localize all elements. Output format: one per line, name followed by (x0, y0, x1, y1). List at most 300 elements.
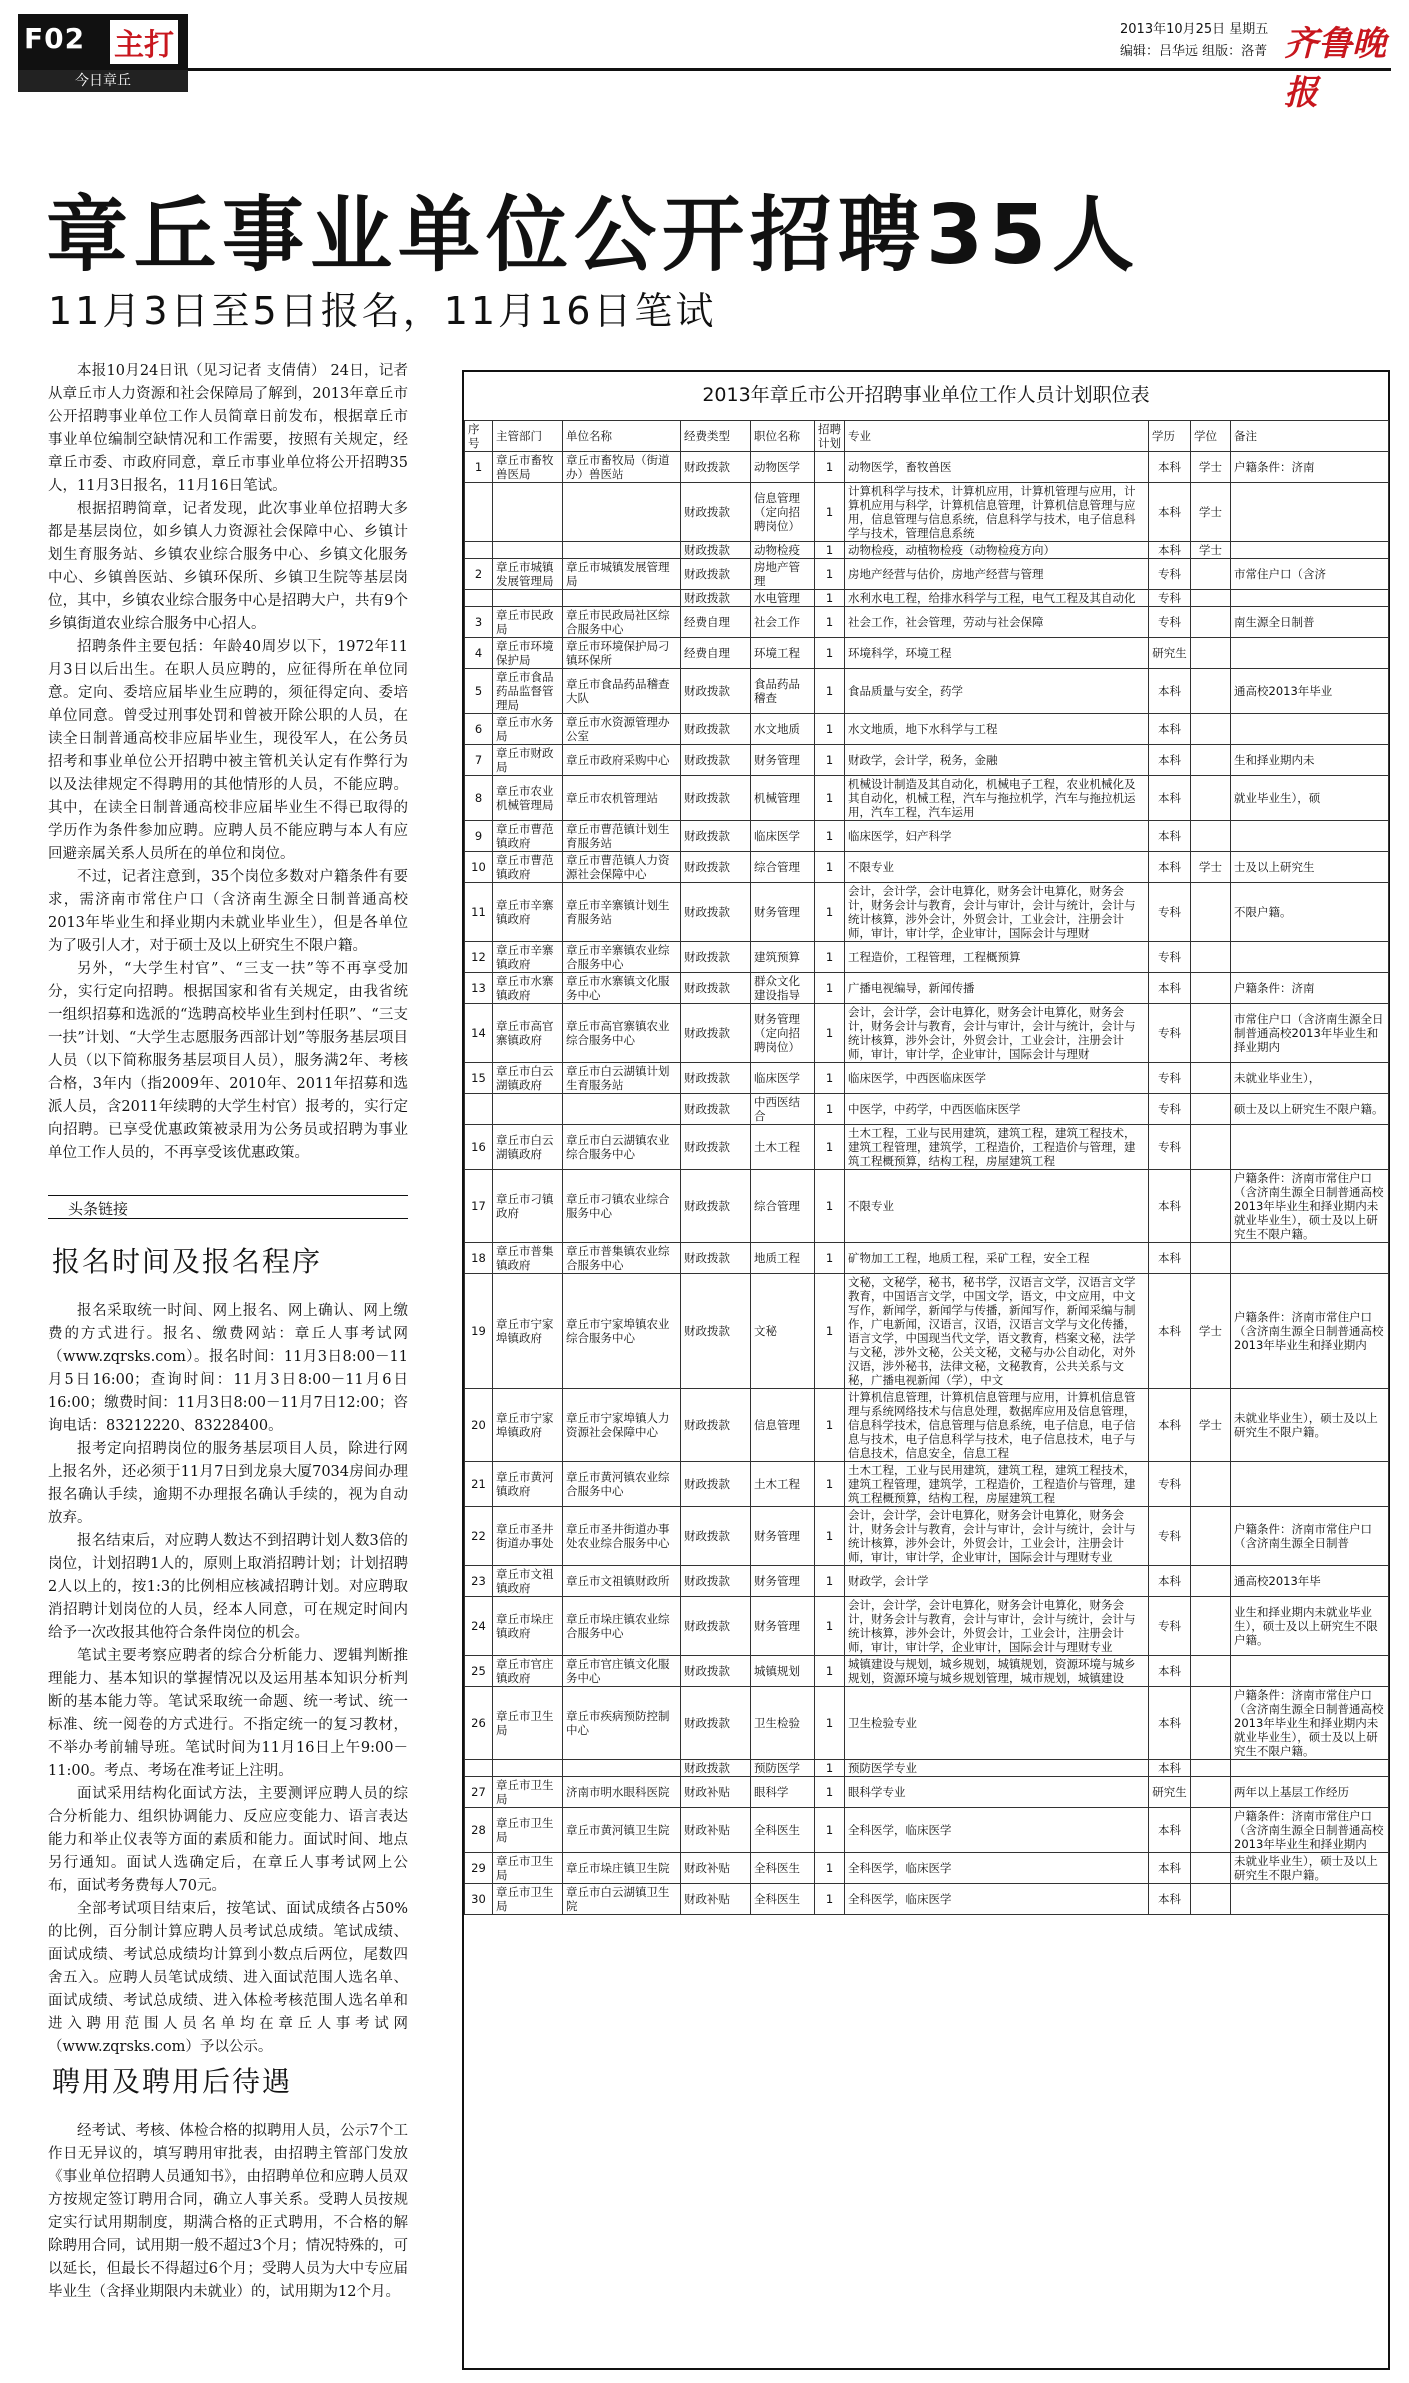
table-cell (563, 590, 681, 607)
table-cell: 户籍条件：济南市常住户口（含济南生源全日制普通高校2013年毕业生和择业期内未就业毕业生），硕士及以上研究生不限户籍。 (1231, 1170, 1389, 1243)
table-cell: 户籍条件：济南 (1231, 452, 1389, 483)
table-cell: 30 (465, 1884, 493, 1915)
table-title: 2013年章丘市公开招聘事业单位工作人员计划职位表 (702, 384, 1150, 406)
table-cell: 财政拨款 (681, 1389, 751, 1462)
table-cell: 3 (465, 607, 493, 638)
table-cell (1191, 1566, 1231, 1597)
table-row (465, 1243, 1389, 1274)
table-cell: 财政拨款 (681, 1004, 751, 1063)
table-cell: 1 (815, 1853, 845, 1884)
table-cell: 章丘市黄河镇农业综合服务中心 (563, 1462, 681, 1507)
table-header-row (465, 421, 1389, 452)
table-cell: 环境科学，环境工程 (845, 638, 1149, 669)
table-cell: 城镇规划 (751, 1656, 815, 1687)
table-cell: 章丘市民政局社区综合服务中心 (563, 607, 681, 638)
table-cell: 1 (815, 1462, 845, 1507)
table-cell: 通高校2013年毕业 (1231, 669, 1389, 714)
table-cell: 16 (465, 1125, 493, 1170)
page-code: F02 (24, 22, 86, 55)
table-cell: 12 (465, 942, 493, 973)
table-cell: 财政拨款 (681, 1243, 751, 1274)
table-cell (1231, 714, 1389, 745)
table-cell (1231, 542, 1389, 559)
table-cell: 动物医学，畜牧兽医 (845, 452, 1149, 483)
table-cell: 1 (815, 852, 845, 883)
table-cell: 章丘市垛庄镇政府 (493, 1597, 563, 1656)
table-cell: 财政拨款 (681, 745, 751, 776)
table-cell: 1 (815, 973, 845, 1004)
paragraph: 本报10月24日讯（见习记者 支倩倩） 24日，记者从章丘市人力资源和社会保障局了解到，2013年章丘市公开招聘事业单位工作人员简章日前发布，根据章丘市事业单位编制空缺情况和工作需要，按照有关规定，经章丘市委、市政府同意，章丘市事业单位将公开招聘35人，11月3日报名，11月16日笔试。 (48, 363, 408, 494)
table-cell (465, 483, 493, 542)
table-cell: 经费自理 (681, 638, 751, 669)
dateline: 2013年10月25日 星期五 (1120, 22, 1269, 37)
table-cell: 专科 (1149, 1462, 1191, 1507)
table-cell: 学士 (1191, 852, 1231, 883)
table-row (465, 852, 1389, 883)
table-cell (1231, 1884, 1389, 1915)
table-cell: 20 (465, 1389, 493, 1462)
table-row (465, 1656, 1389, 1687)
table-cell: 财政拨款 (681, 1274, 751, 1389)
table-cell: 临床医学，妇产科学 (845, 821, 1149, 852)
table-cell (1191, 973, 1231, 1004)
table-cell: 章丘市白云湖镇卫生院 (563, 1884, 681, 1915)
table-cell: 专科 (1149, 1507, 1191, 1566)
table-cell: 本科 (1149, 669, 1191, 714)
table-row (465, 942, 1389, 973)
table-cell (1231, 590, 1389, 607)
table-cell: 1 (815, 590, 845, 607)
table-row (465, 745, 1389, 776)
table-cell: 24 (465, 1597, 493, 1656)
table-cell (1191, 1656, 1231, 1687)
table-cell: 章丘市财政局 (493, 745, 563, 776)
table-cell: 章丘市文祖镇财政所 (563, 1566, 681, 1597)
table-cell: 1 (815, 1760, 845, 1777)
table-cell: 10 (465, 852, 493, 883)
table-cell: 章丘市卫生局 (493, 1777, 563, 1808)
table-cell: 章丘市农机管理站 (563, 776, 681, 821)
table-cell: 会计，会计学，会计电算化，财务会计电算化，财务会计，财务会计与教育，会计与审计，会计与统计，会计与统计核算，涉外会计，外贸会计，工业会计，注册会计师，审计，审计学，企业审计，国际会计与理财专业 (845, 1597, 1149, 1656)
paragraph: 招聘条件主要包括：年龄40周岁以下，1972年11月3日以后出生。在职人员应聘的，应征得所在单位同意。定向、委培应届毕业生应聘的，须征得定向、委培单位同意。曾受过刑事处罚和曾被开除公职的人员，在读全日制普通高校非应届毕业生，现役军人，在公务员招考和事业单位公开招聘中被主管机关认定有作弊行为以及法律规定不得聘用的其他情形的人员，不能应聘。其中，在读全日制普通高校非应届毕业生不得已取得的学历作为条件参加应聘。应聘人员不能应聘与本人有应回避亲属关系人员所在的单位和岗位。 (48, 639, 408, 862)
table-cell: 章丘市普集镇政府 (493, 1243, 563, 1274)
table-cell: 财政补贴 (681, 1808, 751, 1853)
table-cell: 11 (465, 883, 493, 942)
table-cell: 专科 (1149, 1125, 1191, 1170)
table-cell: 1 (815, 1507, 845, 1566)
paragraph: 笔试主要考察应聘者的综合分析能力、逻辑判断推理能力、基本知识的掌握情况以及运用基本知识分析判断的基本能力等。笔试采取统一命题、统一考试、统一标准、统一阅卷的方式进行。不指定统一的复习教材，不举办考前辅导班。笔试时间为11月16日上午9:00－11:00。考点、考场在准考证上注明。 (48, 1648, 408, 1779)
table-cell: 章丘市政府采购中心 (563, 745, 681, 776)
table-cell: 学士 (1191, 483, 1231, 542)
table-cell: 章丘市辛寨镇农业综合服务中心 (563, 942, 681, 973)
table-cell: 章丘市民政局 (493, 607, 563, 638)
table-cell: 信息管理（定向招聘岗位） (751, 483, 815, 542)
table-cell: 财政拨款 (681, 1170, 751, 1243)
paragraph: 另外，“大学生村官”、“三支一扶”等不再享受加分，实行定向招聘。根据国家和省有关规定，由我省统一组织招募和选派的“选聘高校毕业生到村任职”、“三支一扶”计划、“大学生志愿服务西部计划”等服务基层项目人员（以下简称服务基层项目人员），服务满2年、考核合格，3年内（指2009年、2010年、2011年招募和选派人员，含2011年续聘的大学生村官）报考的，实行定向招聘。已享受优惠政策被录用为公务员或招聘为事业单位工作人员的，不再享受该优惠政策。 (48, 961, 408, 1161)
table-cell: 财政拨款 (681, 542, 751, 559)
table-cell: 财政补贴 (681, 1884, 751, 1915)
table-cell (1191, 559, 1231, 590)
table-cell: 硕士及以上研究生不限户籍。 (1231, 1094, 1389, 1125)
table-cell: 机械设计制造及其自动化，机械电子工程，农业机械化及其自动化，机械工程，汽车与拖拉机学，汽车与拖拉机运用，汽车工程，汽车运用 (845, 776, 1149, 821)
table-cell: 会计，会计学，会计电算化，财务会计电算化，财务会计，财务会计与教育，会计与审计，会计与统计，会计与统计核算，涉外会计，外贸会计，工业会计，注册会计师，审计，审计学，企业审计，国际会计与理财专业 (845, 1507, 1149, 1566)
table-cell: 14 (465, 1004, 493, 1063)
table-cell: 1 (815, 1884, 845, 1915)
table-cell: 计算机信息管理，计算机信息管理与应用，计算机信息管理与系统网络技术与信息处理，数据库应用及信息管理，信息科学技术，信息管理与信息系统，电子信息，电子信息与技术，电子信息科学与技术，电子信息技术，电子与信息技术，信息安全，信息工程 (845, 1389, 1149, 1462)
table-cell: 本科 (1149, 1170, 1191, 1243)
table-cell: 章丘市垛庄镇卫生院 (563, 1853, 681, 1884)
table-cell: 财政拨款 (681, 1094, 751, 1125)
table-cell (1191, 590, 1231, 607)
table-cell: 全科医生 (751, 1884, 815, 1915)
table-cell: 章丘市刁镇政府 (493, 1170, 563, 1243)
table-cell: 房地产经营与估价，房地产经营与管理 (845, 559, 1149, 590)
table-cell (1191, 1004, 1231, 1063)
table-cell (1191, 883, 1231, 942)
table-cell: 1 (815, 714, 845, 745)
table-cell: 6 (465, 714, 493, 745)
table-cell: 财政补贴 (681, 1777, 751, 1808)
newspaper-logo: 齐鲁晚报 (1284, 24, 1386, 113)
masthead-rule (188, 68, 1391, 71)
table-cell: 工程造价，工程管理，工程概预算 (845, 942, 1149, 973)
table-row (465, 1597, 1389, 1656)
table-row (465, 590, 1389, 607)
table-cell: 财务管理 (751, 1566, 815, 1597)
table-cell: 财政拨款 (681, 1597, 751, 1656)
page-number-block (18, 14, 188, 70)
table-cell: 经费自理 (681, 607, 751, 638)
table-row (465, 559, 1389, 590)
table-cell: 业生和择业期内未就业毕业生），硕士及以上研究生不限户籍。 (1231, 1597, 1389, 1656)
table-cell: 财政拨款 (681, 1063, 751, 1094)
table-cell: 学士 (1191, 452, 1231, 483)
table-cell (563, 1094, 681, 1125)
table-row (465, 1004, 1389, 1063)
table-cell: 本科 (1149, 1274, 1191, 1389)
table-cell: 学士 (1191, 1274, 1231, 1389)
table-cell: 9 (465, 821, 493, 852)
table-row (465, 483, 1389, 542)
table-cell: 土木工程，工业与民用建筑，建筑工程，建筑工程技术，建筑工程管理，建筑学，工程造价，工程造价与管理，建筑工程概预算，结构工程，房屋建筑工程 (845, 1462, 1149, 1507)
table-cell: 21 (465, 1462, 493, 1507)
table-cell: 财政拨款 (681, 1507, 751, 1566)
table-cell: 章丘市水寨镇文化服务中心 (563, 973, 681, 1004)
table-cell: 预防医学专业 (845, 1760, 1149, 1777)
table-row (465, 1853, 1389, 1884)
table-cell (1191, 1760, 1231, 1777)
table-cell: 财政拨款 (681, 942, 751, 973)
table-cell: 章丘市宁家埠镇人力资源社会保障中心 (563, 1389, 681, 1462)
table-cell: 1 (815, 1170, 845, 1243)
paragraph: 不过，记者注意到，35个岗位多数对户籍条件有要求，需济南市常住户口（含济南生源全日制普通高校2013年毕业生和择业期内未就业毕业生），但是各单位为了吸引人才，对于硕士及以上研究生不限户籍。 (48, 869, 408, 954)
table-cell: 本科 (1149, 1243, 1191, 1274)
table-cell: 章丘市环境保护局刁镇环保所 (563, 638, 681, 669)
table-cell: 1 (815, 1243, 845, 1274)
table-cell: 章丘市垛庄镇农业综合服务中心 (563, 1597, 681, 1656)
table-cell: 1 (815, 542, 845, 559)
table-cell: 章丘市曹范镇计划生育服务站 (563, 821, 681, 852)
table-cell: 1 (815, 1777, 845, 1808)
table-cell: 两年以上基层工作经历 (1231, 1777, 1389, 1808)
table-cell: 本科 (1149, 1884, 1191, 1915)
table-cell: 财政拨款 (681, 821, 751, 852)
table-cell (465, 590, 493, 607)
table-cell: 专科 (1149, 559, 1191, 590)
table-cell (1191, 607, 1231, 638)
table-cell: 财政拨款 (681, 852, 751, 883)
table-cell: 广播电视编导，新闻传播 (845, 973, 1149, 1004)
table-cell: 1 (815, 669, 845, 714)
table-cell: 中医学，中药学，中西医临床医学 (845, 1094, 1149, 1125)
table-cell: 章丘市卫生局 (493, 1687, 563, 1760)
table-cell: 未就业毕业生），硕士及以上研究生不限户籍。 (1231, 1389, 1389, 1462)
table-cell: 29 (465, 1853, 493, 1884)
table-cell: 1 (815, 1389, 845, 1462)
table-cell: 卫生检验专业 (845, 1687, 1149, 1760)
table-cell: 章丘市刁镇农业综合服务中心 (563, 1170, 681, 1243)
table-row (465, 1125, 1389, 1170)
table-cell: 1 (815, 483, 845, 542)
table-cell: 财务管理 (751, 1507, 815, 1566)
link-box-label: 头条链接 (68, 1200, 129, 1218)
table-cell (563, 542, 681, 559)
table-cell (465, 1094, 493, 1125)
table-cell (1191, 1597, 1231, 1656)
table-cell: 全科医生 (751, 1808, 815, 1853)
table-cell: 财政学，会计学 (845, 1566, 1149, 1597)
table-cell: 眼科学 (751, 1777, 815, 1808)
table-cell (1231, 1760, 1389, 1777)
table-cell: 章丘市曹范镇政府 (493, 821, 563, 852)
table-cell: 财政拨款 (681, 1687, 751, 1760)
editor-line: 编辑：吕华远 组版：洛菁 (1120, 44, 1268, 59)
section2-title: 聘用及聘用后待遇 (52, 2065, 293, 2098)
table-cell: 23 (465, 1566, 493, 1597)
table-header-cell: 专业 (845, 421, 1149, 452)
table-cell: 不限户籍。 (1231, 883, 1389, 942)
table-row (465, 883, 1389, 942)
table-cell: 章丘市辛寨镇政府 (493, 883, 563, 942)
table-cell: 本科 (1149, 1808, 1191, 1853)
table-cell: 学士 (1191, 1389, 1231, 1462)
table-cell: 通高校2013年毕 (1231, 1566, 1389, 1597)
table-cell: 不限专业 (845, 1170, 1149, 1243)
table-cell: 8 (465, 776, 493, 821)
table-cell: 卫生检验 (751, 1687, 815, 1760)
table-cell: 户籍条件：济南市常住户口（含济南生源全日制普通高校2013年毕业生和择业期内 (1231, 1274, 1389, 1389)
table-cell (1231, 1656, 1389, 1687)
table-cell (1191, 1462, 1231, 1507)
table-cell: 综合管理 (751, 852, 815, 883)
table-cell: 1 (815, 776, 845, 821)
table-cell: 章丘市畜牧局（街道办）兽医站 (563, 452, 681, 483)
table-cell: 章丘市水寨镇政府 (493, 973, 563, 1004)
table-cell: 预防医学 (751, 1760, 815, 1777)
table-cell: 本科 (1149, 745, 1191, 776)
table-cell: 1 (815, 1125, 845, 1170)
table-cell: 计算机科学与技术，计算机应用，计算机管理与应用，计算机应用与科学，计算机信息管理，计算机信息管理与应用，信息管理与信息系统，信息科学与技术，电子信息科学与技术，管理信息系统 (845, 483, 1149, 542)
job-table (464, 420, 1389, 1915)
table-cell: 专科 (1149, 942, 1191, 973)
table-cell (493, 1094, 563, 1125)
table-cell: 财政拨款 (681, 1656, 751, 1687)
table-cell: 财政拨款 (681, 973, 751, 1004)
table-cell: 章丘市卫生局 (493, 1853, 563, 1884)
table-cell: 会计，会计学，会计电算化，财务会计电算化，财务会计，财务会计与教育，会计与审计，会计与统计，会计与统计核算，涉外会计，外贸会计，工业会计，注册会计师，审计，审计学，企业审计，国际会计与理财 (845, 1004, 1149, 1063)
table-cell: 1 (815, 1597, 845, 1656)
section2-body (48, 2120, 408, 2370)
table-cell: 25 (465, 1656, 493, 1687)
table-cell: 22 (465, 1507, 493, 1566)
table-row (465, 776, 1389, 821)
table-cell: 士及以上研究生 (1231, 852, 1389, 883)
table-cell: 财政拨款 (681, 883, 751, 942)
table-cell: 未就业毕业生）， (1231, 1063, 1389, 1094)
table-cell: 章丘市高官寨镇政府 (493, 1004, 563, 1063)
table-cell: 26 (465, 1687, 493, 1760)
table-cell: 本科 (1149, 1566, 1191, 1597)
table-cell: 全科医生 (751, 1853, 815, 1884)
table-cell: 财政拨款 (681, 1760, 751, 1777)
table-cell: 1 (815, 1063, 845, 1094)
table-cell: 地质工程 (751, 1243, 815, 1274)
table-cell: 章丘市环境保护局 (493, 638, 563, 669)
table-cell: 财政学，会计学，税务，金融 (845, 745, 1149, 776)
table-cell: 动物医学 (751, 452, 815, 483)
table-cell: 土木工程，工业与民用建筑，建筑工程，建筑工程技术，建筑工程管理，建筑学，工程造价，工程造价与管理，建筑工程概预算，结构工程，房屋建筑工程 (845, 1125, 1149, 1170)
table-cell: 章丘市白云湖镇政府 (493, 1125, 563, 1170)
paragraph: 面试采用结构化面试方法，主要测评应聘人员的综合分析能力、组织协调能力、反应应变能力、语言表达能力和举止仪表等方面的素质和能力。面试时间、地点另行通知。面试人选确定后，在章丘人事考试网上公布，面试考务费每人70元。 (48, 1786, 408, 1894)
table-cell: 水利水电工程，给排水科学与工程，电气工程及其自动化 (845, 590, 1149, 607)
table-cell (465, 542, 493, 559)
table-cell: 财政拨款 (681, 669, 751, 714)
subsection-name: 今日章丘 (18, 70, 188, 92)
table-cell: 1 (815, 1274, 845, 1389)
table-cell (493, 542, 563, 559)
table-row (465, 714, 1389, 745)
table-cell (1231, 483, 1389, 542)
table-cell: 城镇建设与规划，城乡规划，城镇规划，资源环境与城乡规划，资源环境与城乡规划管理，城市规划，城镇建设 (845, 1656, 1149, 1687)
table-cell: 章丘市卫生局 (493, 1884, 563, 1915)
table-cell: 章丘市官庄镇政府 (493, 1656, 563, 1687)
table-cell: 28 (465, 1808, 493, 1853)
table-cell: 章丘市普集镇农业综合服务中心 (563, 1243, 681, 1274)
table-header-cell: 序号 (465, 421, 493, 452)
table-cell (1191, 821, 1231, 852)
table-cell (465, 1760, 493, 1777)
table-cell (493, 483, 563, 542)
table-cell (1191, 1170, 1231, 1243)
table-cell: 章丘市黄河镇卫生院 (563, 1808, 681, 1853)
table-cell: 全科医学，临床医学 (845, 1884, 1149, 1915)
table-cell: 本科 (1149, 452, 1191, 483)
table-cell: 1 (815, 452, 845, 483)
table-cell: 本科 (1149, 542, 1191, 559)
table-header-cell: 学位 (1191, 421, 1231, 452)
table-cell: 环境工程 (751, 638, 815, 669)
table-cell (1191, 714, 1231, 745)
table-cell: 财政拨款 (681, 483, 751, 542)
table-cell: 章丘市城镇发展管理局 (563, 559, 681, 590)
headline: 章丘事业单位公开招聘35人 (46, 188, 1141, 283)
table-cell: 临床医学，中西医临床医学 (845, 1063, 1149, 1094)
table-cell: 临床医学 (751, 1063, 815, 1094)
table-cell: 专科 (1149, 1597, 1191, 1656)
table-cell: 土木工程 (751, 1125, 815, 1170)
table-cell: 7 (465, 745, 493, 776)
table-cell: 章丘市食品药品监督管理局 (493, 669, 563, 714)
table-cell: 中西医结合 (751, 1094, 815, 1125)
subheadline: 11月3日至5日报名，11月16日笔试 (48, 289, 717, 333)
table-cell: 章丘市圣井街道办事处 (493, 1507, 563, 1566)
table-cell: 财政拨款 (681, 1125, 751, 1170)
table-cell: 全科医学，临床医学 (845, 1853, 1149, 1884)
table-cell: 专科 (1149, 1094, 1191, 1125)
table-cell: 动物检疫 (751, 542, 815, 559)
paragraph: 根据招聘简章，记者发现，此次事业单位招聘大多都是基层岗位，如乡镇人力资源社会保障中心、乡镇计划生育服务站、乡镇农业综合服务中心、乡镇文化服务中心、乡镇兽医站、乡镇环保所、乡镇卫生院等基层岗位，其中，乡镇农业综合服务中心是招聘大户，共有9个乡镇街道农业综合服务中心招人。 (48, 501, 408, 632)
table-cell: 章丘市白云湖镇政府 (493, 1063, 563, 1094)
table-cell: 1 (815, 1656, 845, 1687)
table-cell: 章丘市畜牧兽医局 (493, 452, 563, 483)
table-cell: 19 (465, 1274, 493, 1389)
table-header-cell: 经费类型 (681, 421, 751, 452)
table-cell: 1 (815, 1004, 845, 1063)
table-cell: 本科 (1149, 1656, 1191, 1687)
table-cell (1231, 638, 1389, 669)
table-cell: 章丘市水资源管理办公室 (563, 714, 681, 745)
table-cell: 本科 (1149, 714, 1191, 745)
table-header-cell: 主管部门 (493, 421, 563, 452)
table-cell: 社会工作 (751, 607, 815, 638)
table-cell: 章丘市白云湖镇计划生育服务站 (563, 1063, 681, 1094)
table-cell: 学士 (1191, 542, 1231, 559)
table-row (465, 1507, 1389, 1566)
table-cell: 1 (815, 607, 845, 638)
table-cell: 本科 (1149, 483, 1191, 542)
table-cell: 章丘市卫生局 (493, 1808, 563, 1853)
table-cell: 专科 (1149, 590, 1191, 607)
table-cell (493, 590, 563, 607)
table-row (465, 452, 1389, 483)
table-cell (1191, 1243, 1231, 1274)
table-cell: 全科医学，临床医学 (845, 1808, 1149, 1853)
table-header-cell: 招聘计划 (815, 421, 845, 452)
table-cell (1191, 1853, 1231, 1884)
table-cell: 章丘市宁家埠镇政府 (493, 1389, 563, 1462)
table-cell: 章丘市高官寨镇农业综合服务中心 (563, 1004, 681, 1063)
table-cell: 专科 (1149, 607, 1191, 638)
table-cell: 1 (815, 745, 845, 776)
table-cell: 财政拨款 (681, 452, 751, 483)
table-cell: 章丘市城镇发展管理局 (493, 559, 563, 590)
table-cell: 食品药品稽查 (751, 669, 815, 714)
table-cell: 水文地质 (751, 714, 815, 745)
section1-title: 报名时间及报名程序 (52, 1245, 323, 1278)
table-cell (563, 483, 681, 542)
table-cell: 临床医学 (751, 821, 815, 852)
table-cell: 研究生 (1149, 1777, 1191, 1808)
table-row (465, 1462, 1389, 1507)
table-cell (1191, 942, 1231, 973)
table-cell: 章丘市宁家埠镇农业综合服务中心 (563, 1274, 681, 1389)
table-cell: 财务管理（定向招聘岗位） (751, 1004, 815, 1063)
table-cell (1191, 1063, 1231, 1094)
table-cell (1191, 745, 1231, 776)
table-cell (1191, 669, 1231, 714)
table-cell (1231, 942, 1389, 973)
job-table-panel (462, 370, 1390, 2370)
